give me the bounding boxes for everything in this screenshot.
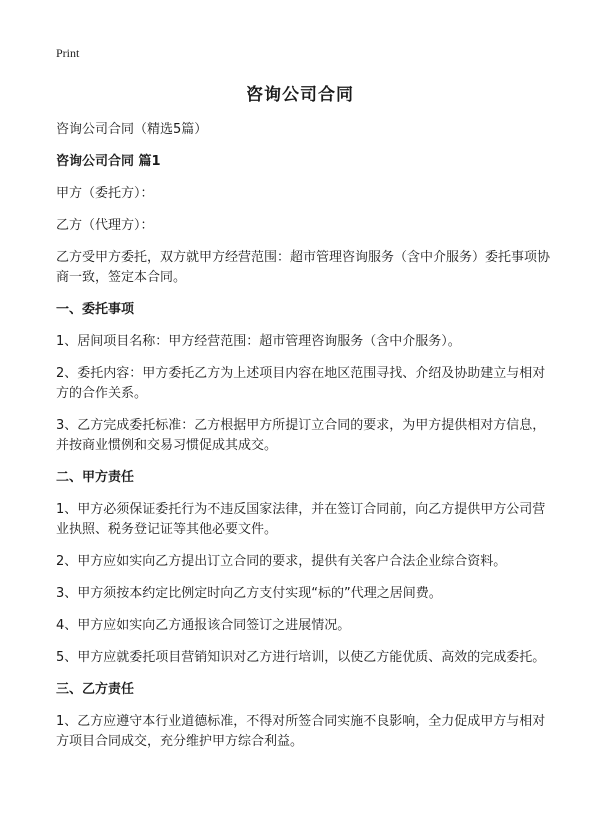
heading-party-a-duties: 二、甲方责任: [56, 470, 135, 485]
clause-3-1: 1、乙方应遵守本行业道德标准，不得对所签合同实施不良影响，全力促成甲方与相对方项目合同成交，充分维护甲方综合利益。: [56, 714, 546, 749]
clause-1-3: 3、乙方完成委托标准：乙方根据甲方所提订立合同的要求，为甲方提供相对方信息，并按商业惯例和交易习惯促成其成交。: [56, 418, 546, 453]
clause-1-2: 2、委托内容：甲方委托乙方为上述项目内容在地区范围寻找、介绍及协助建立与相对方的合作关系。: [56, 366, 546, 401]
document-body: [56, 120, 550, 764]
clause-2-1: 1、甲方必须保证委托行为不违反国家法律，并在签订合同前，向乙方提供甲方公司营业执照、税务登记证等其他必要文件。: [56, 502, 546, 537]
document-subtitle: 咨询公司合同（精选5篇）: [56, 122, 208, 137]
clause-2-5: 5、甲方应就委托项目营销知识对乙方进行培训，以使乙方能优质、高效的完成委托。: [56, 650, 546, 665]
clause-2-2: 2、甲方应如实向乙方提出订立合同的要求，提供有关客户合法企业综合资料。: [56, 554, 507, 569]
party-b-line: 乙方（代理方）：: [56, 218, 154, 233]
party-a-line: 甲方（委托方）：: [56, 186, 154, 201]
print-label: Print: [56, 46, 80, 60]
clause-1-1: 1、居间项目名称：甲方经营范围：超市管理咨询服务（含中介服务）。: [56, 334, 461, 349]
intro-paragraph: 乙方受甲方委托，双方就甲方经营范围：超市管理咨询服务（含中介服务）委托事项协商一致，签定本合同。: [56, 250, 551, 285]
page-title: 咨询公司合同: [246, 85, 354, 105]
section-title: 咨询公司合同 篇1: [56, 154, 161, 169]
clause-2-4: 4、甲方应如实向乙方通报该合同签订之进展情况。: [56, 618, 351, 633]
clause-2-3: 3、甲方须按本约定比例定时向乙方支付实现“标的”代理之居间费。: [56, 586, 442, 601]
heading-entrusted-matters: 一、委托事项: [56, 302, 135, 317]
heading-party-b-duties: 三、乙方责任: [56, 682, 135, 697]
